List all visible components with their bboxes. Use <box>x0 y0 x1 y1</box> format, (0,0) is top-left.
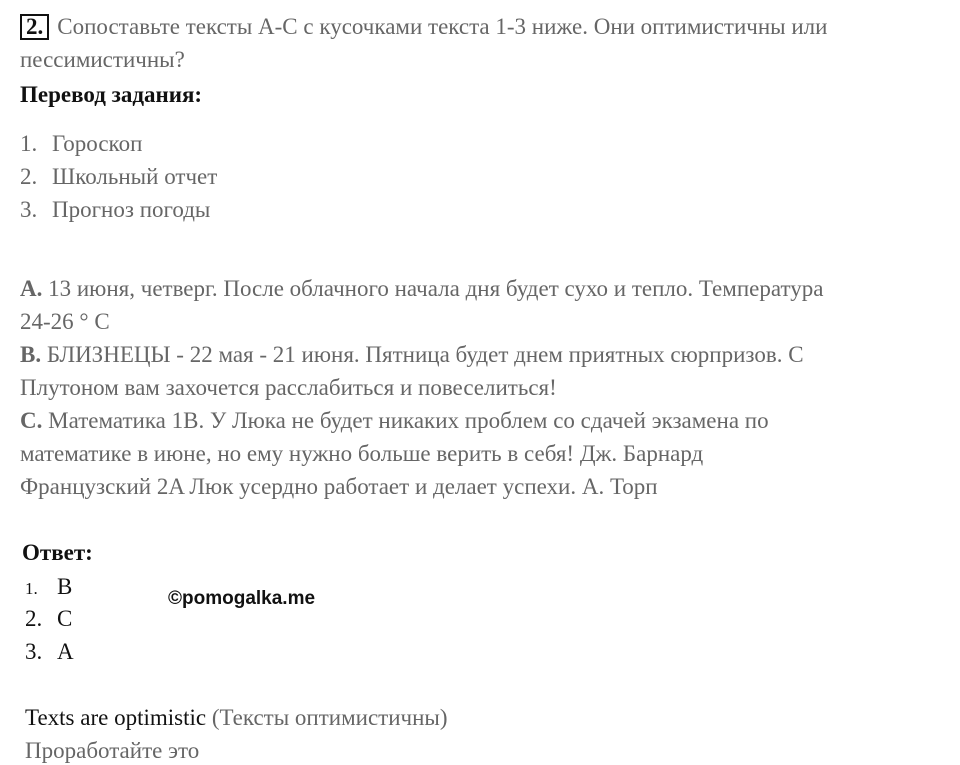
text-b-line-2: Плутоном вам захочется расслабиться и повеселиться! <box>20 375 557 400</box>
text-a-line-1: 13 июня, четверг. После облачного начала дня будет сухо и тепло. Температура <box>48 276 824 301</box>
task-number-box: 2. <box>20 14 49 40</box>
text-c-label: C. <box>20 408 43 433</box>
text-c-line-3: Французский 2A Люк усердно работает и делает успехи. А. Торп <box>20 474 658 499</box>
task-line-1: Сопоставьте тексты A-C с кусочками текста 1-3 ниже. Они оптимистичны или <box>57 14 828 39</box>
answer-item <box>25 574 72 600</box>
text-a-label: A. <box>20 276 43 301</box>
text-b-line-1: БЛИЗНЕЦЫ - 22 мая - 21 июня. Пятница будет днем приятных сюрпризов. С <box>46 342 804 367</box>
text-c-line-2: математике в июне, но ему нужно больше верить в себя! Дж. Барнард <box>20 441 704 466</box>
list-item <box>20 131 142 157</box>
text-c <box>20 408 769 434</box>
task-line-2: пессимистичны? <box>20 47 185 72</box>
answer-item-value: B <box>57 574 73 599</box>
answer-item-number: 2. <box>25 606 43 631</box>
footer-russian: (Тексты оптимистичны) <box>211 705 448 730</box>
list-item-number: 3. <box>20 197 38 222</box>
footer-english: Texts are optimistic <box>25 705 207 730</box>
answer-item <box>25 606 72 632</box>
work-it-out-text: Проработайте это <box>25 738 200 763</box>
text-b <box>20 342 804 368</box>
list-item <box>20 197 210 223</box>
list-item-number: 1. <box>20 131 38 156</box>
text-a <box>20 276 823 302</box>
list-item-text: Школьный отчет <box>52 164 218 189</box>
list-item-text: Гороскоп <box>52 131 143 156</box>
task-statement <box>20 14 827 40</box>
answer-item <box>25 639 74 665</box>
answer-item-value: C <box>57 606 73 631</box>
answer-heading: Ответ: <box>22 540 93 565</box>
text-a-line-2: 24-26 ° C <box>20 309 110 334</box>
translation-heading: Перевод задания: <box>20 82 203 107</box>
text-b-label: B. <box>20 342 42 367</box>
footer-conclusion <box>25 705 448 731</box>
text-c-line-1: Математика 1B. У Люка не будет никаких проблем со сдачей экзамена по <box>48 408 769 433</box>
answer-item-value: A <box>57 639 74 664</box>
answer-item-number: 3. <box>25 639 43 664</box>
list-item-text: Прогноз погоды <box>52 197 211 222</box>
answer-item-number: 1. <box>25 579 38 598</box>
list-item <box>20 164 217 190</box>
watermark: ©pomogalka.me <box>168 588 316 609</box>
list-item-number: 2. <box>20 164 38 189</box>
